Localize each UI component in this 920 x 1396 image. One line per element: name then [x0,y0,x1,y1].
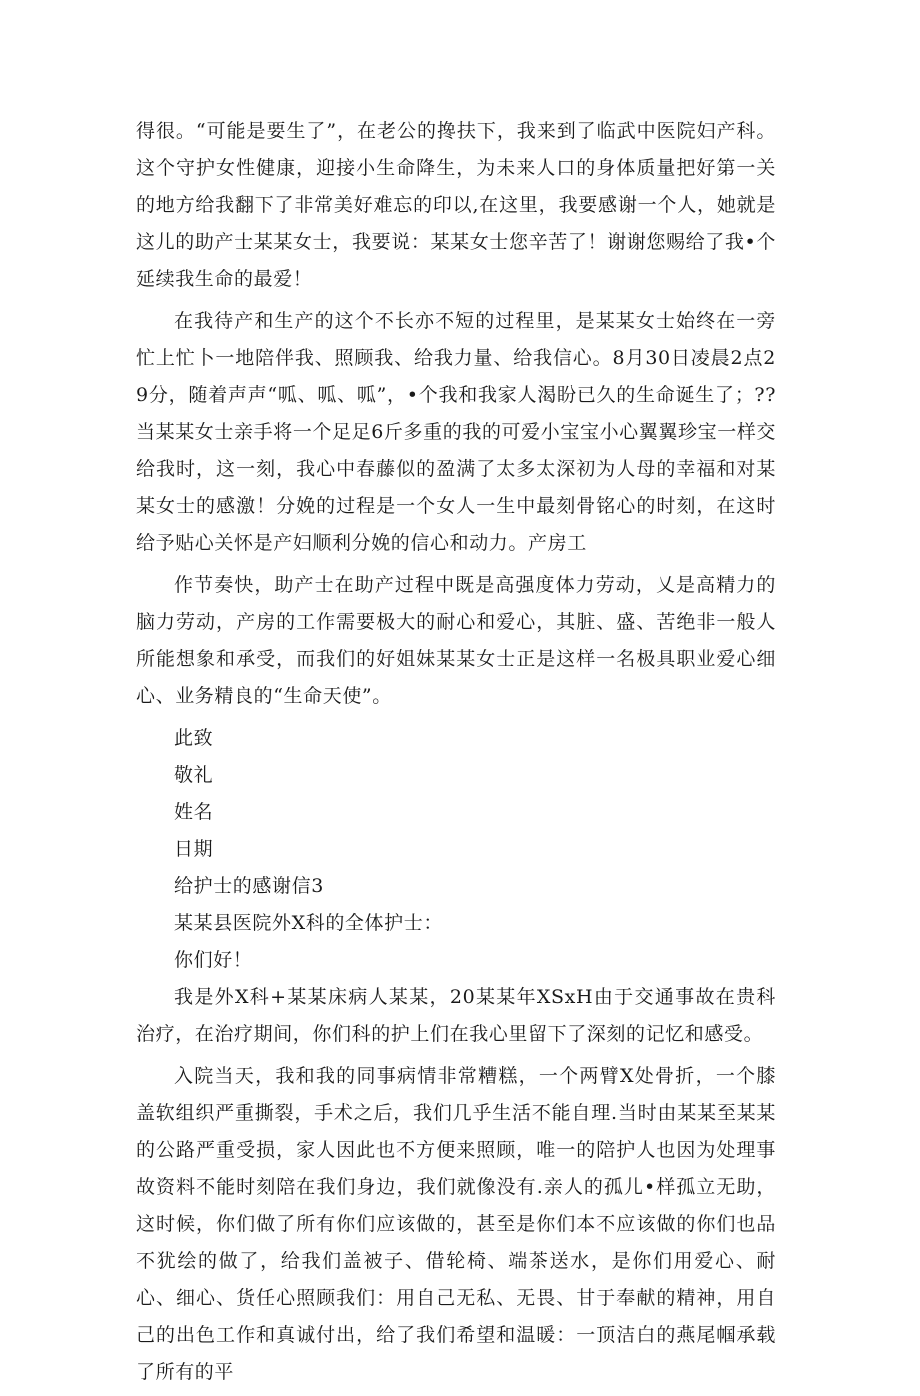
letter-recipient: 某某县医院外X科的全体护士： [174,912,443,934]
closing-date: 日期 [174,838,214,860]
letter-title: 给护士的感谢信3 [174,875,324,897]
paragraph-introduction: 我是外X科+某某床病人某某，20某某年XSxH由于交通事故在贵科治疗，在治疗期间，你们科的护上们在我心里留下了深刻的记忆和感受。 [136,986,776,1045]
document-body [136,113,776,1396]
closing-name: 姓名 [174,801,214,823]
letter-greeting: 你们好！ [174,949,253,971]
paragraph-admission-day: 入院当天，我和我的同事病情非常糟糕，一个两臂X处骨折，一个膝盖软组织严重撕裂，手术之后，我们几乎生活不能自理.当时由某某至某某的公路严重受损，家人因此也不方便来照顾，唯一的陪护人也因为处理事故资料不能时刻陪在我们身边，我们就像没有.亲人的孤儿•样孤立无助，这时候，你们做了所有你们应该做的，甚至是你们本不应该做的你们也品不犹绘的做了，给我们盖被子、借轮椅、端茶送水，是你们用爱心、耐心、细心、货任心照顾我们：用自己无私、无畏、甘于奉献的精神，用自己的出色工作和真诚付出，给了我们希望和温暖：一顶洁白的燕尾帼承载了所有的平 [136,1065,776,1383]
closing-salutation: 此致 [174,727,214,749]
paragraph-delivery: 在我待产和生产的这个不长亦不短的过程里，是某某女士始终在一旁忙上忙卜一地陪伴我、照顾我、给我力量、给我信心。8月30日凌晨2点29分，随着声声“呱、呱、呱”，•个我和我家人渴盼已久的生命诞生了；??当某某女士亲手将一个足足6斤多重的我的可爱小宝宝小心翼翼珍宝一样交给我时，这一刻，我心中春藤似的盈满了太多太深初为人母的幸福和对某某女士的感激！分娩的过程是一个女人一生中最刻骨铭心的时刻，在这时给予贴心关怀是产妇顺利分娩的信心和动力。产房工 [136,310,776,554]
paragraph-continuation: 得很。“可能是要生了”，在老公的搀扶下，我来到了临武中医院妇产科。这个守护女性健康，迎接小生命降生，为未来人口的身体质量把好第一关的地方给我翻下了非常美好难忘的印以,在这里，我要感谢一个人，她就是这儿的助产士某某女士，我要说：某某女士您辛苦了！谢谢您赐给了我•个延续我生命的最爱！ [136,120,776,290]
paragraph-delivery-room: 作节奏快，助产士在助产过程中既是高强度体力劳动，乂是高精力的脑力劳动，产房的工作需要极大的耐心和爱心，其脏、盛、苦绝非一般人所能想象和承受，而我们的好姐妹某某女士正是这样一名极具职业爱心细心、业务精良的“生命天使”。 [136,574,776,707]
closing-respect: 敬礼 [174,764,214,786]
